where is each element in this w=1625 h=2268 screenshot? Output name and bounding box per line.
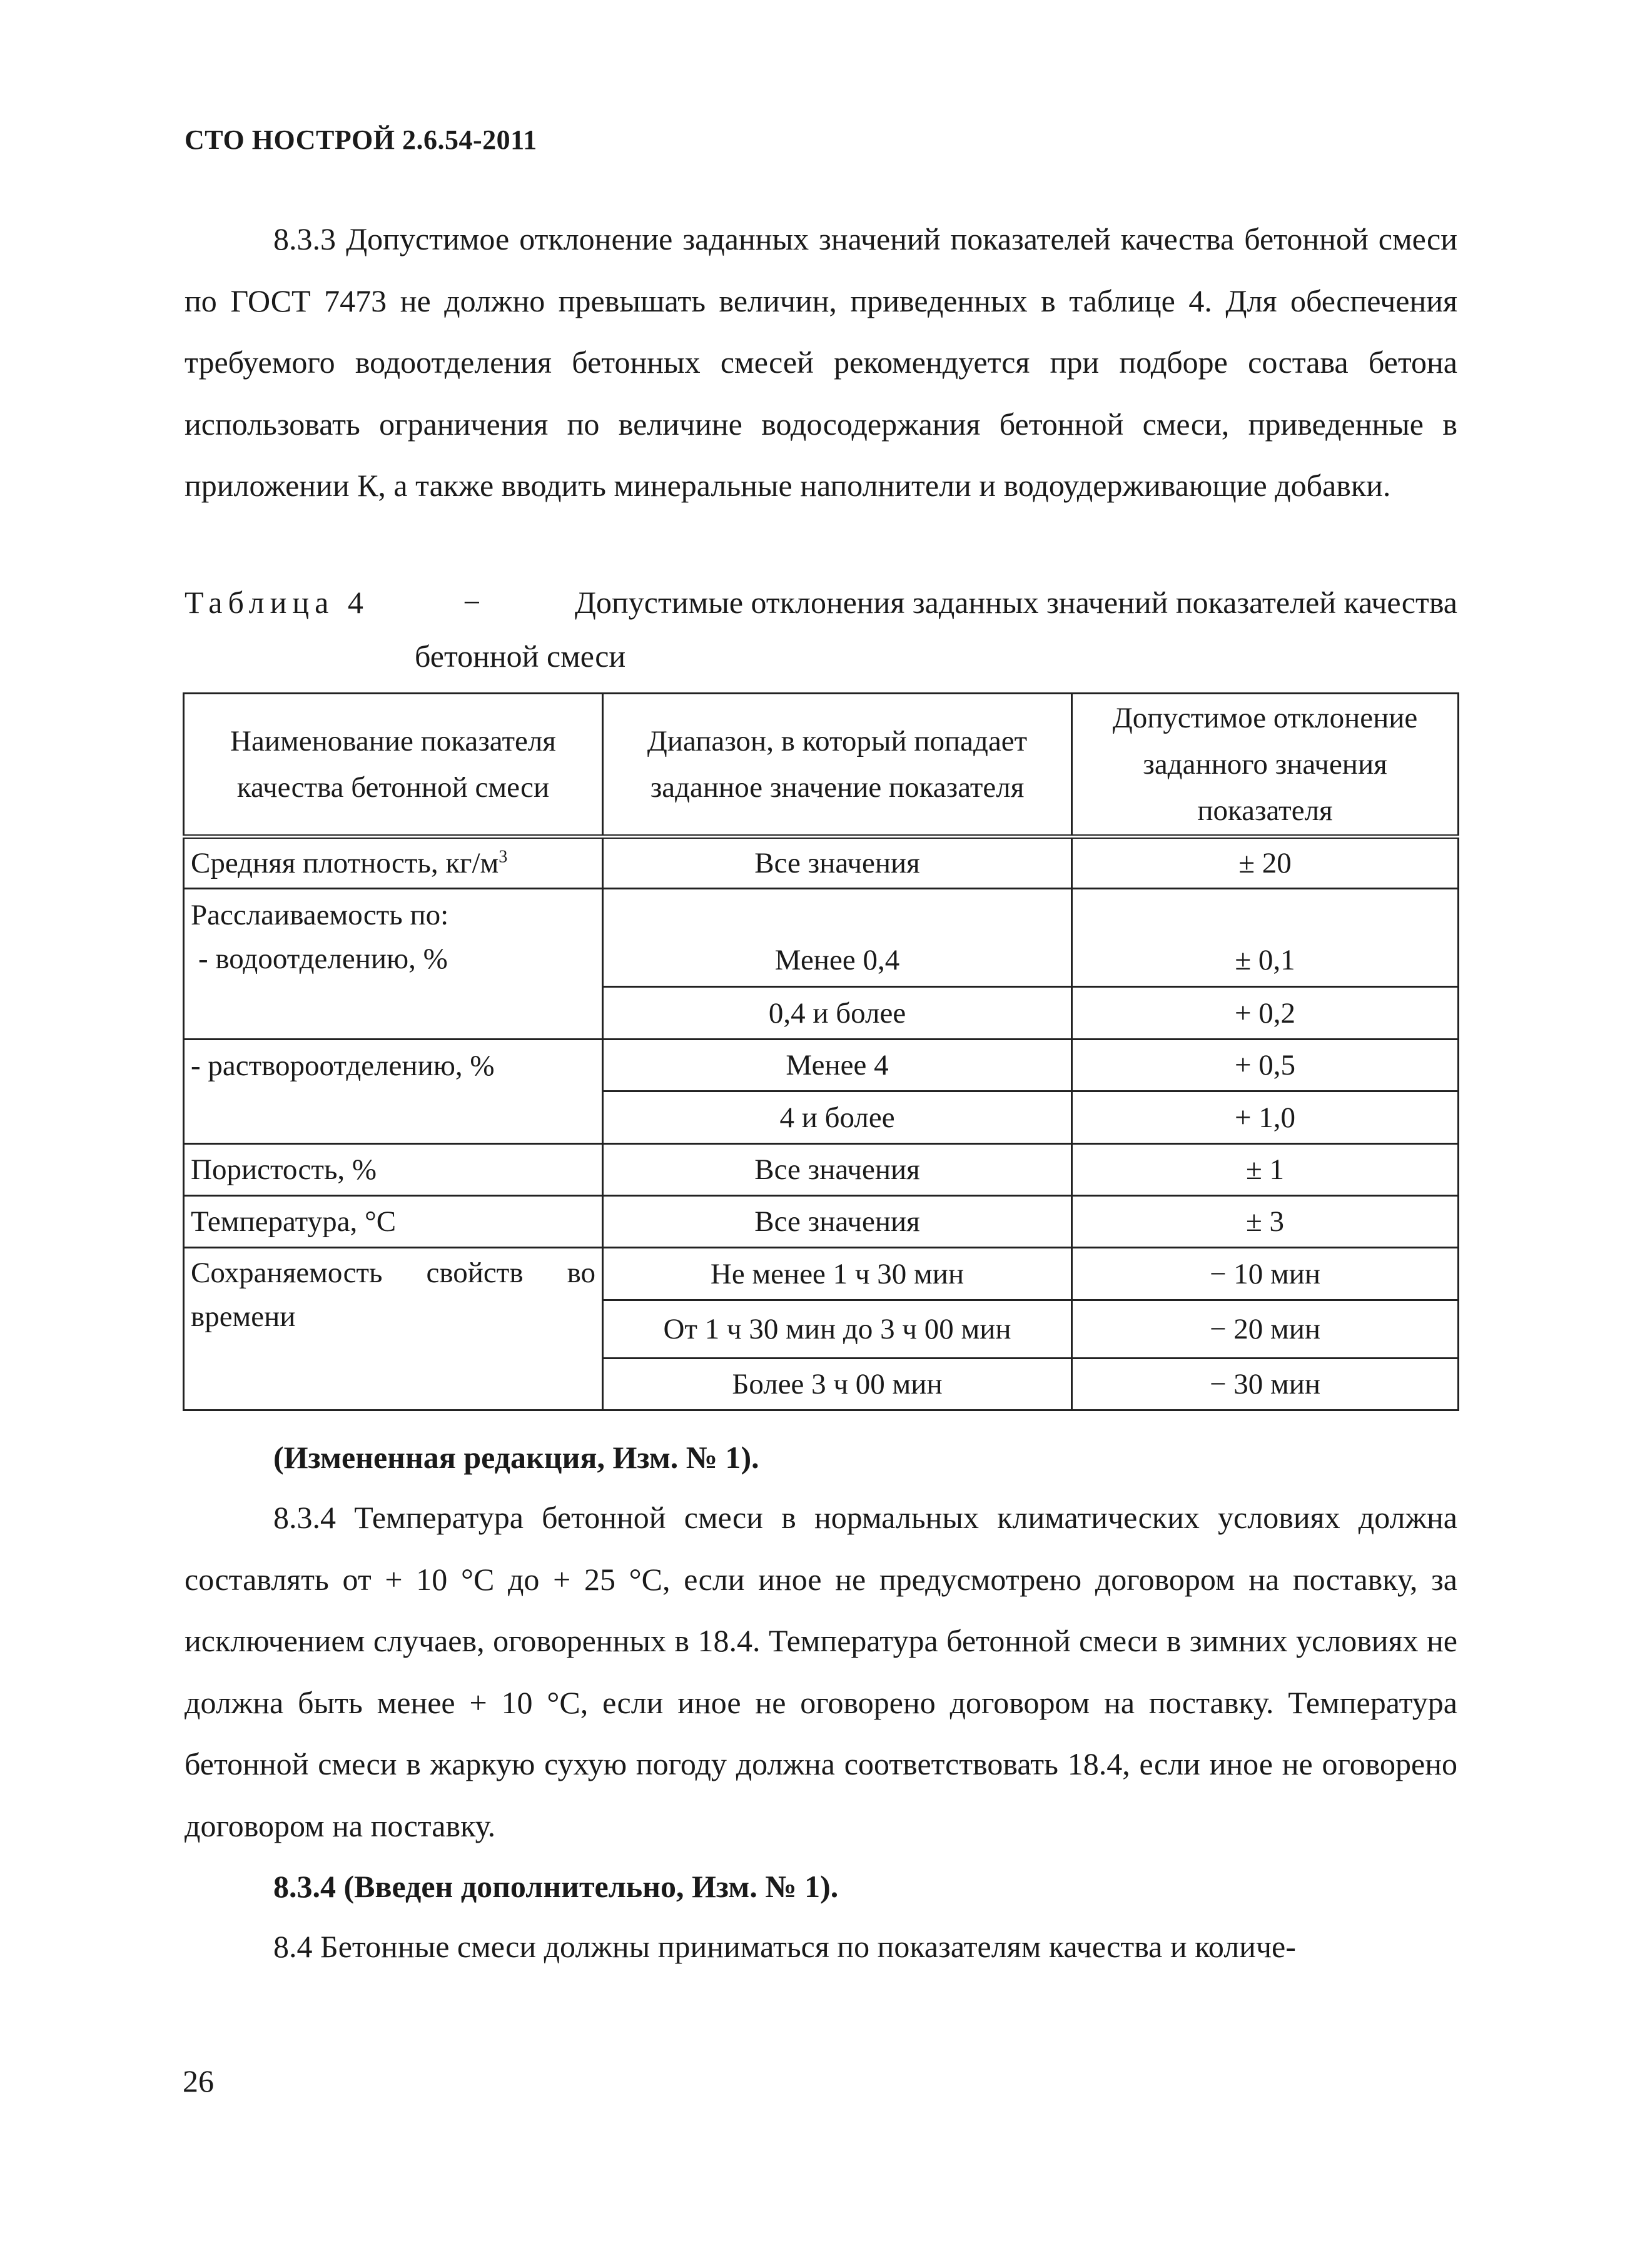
row-porosity-range: Все значения — [603, 1144, 1072, 1196]
row-retention-deviation-2: − 20 мин — [1072, 1300, 1459, 1359]
row-density-name: Средняя плотность, $кг/м^3$ — [184, 837, 603, 889]
table-caption-label: Таблица 4 — [185, 585, 369, 620]
table-caption-text: Допустимые отклонения заданных значений показателей качества — [574, 585, 1457, 620]
row-water-separation-name: Расслаиваемость по: - водоотделению, % — [184, 889, 603, 1040]
paragraph-8-3-3: 8.3.3 Допустимое отклонение заданных значений показателей качества бетонной смеси по ГОСТ 7473 не должно превышать величин, приведенных в таблице 4. Для обеспечения требуемого водоотделения бетонных смесей рекомендуется при подборе состава бетона использовать ограничения по величине водосодержания бетонной смеси, приведенные в приложении К, а также вводить минеральные наполнители и водоудерживающие добавки. — [185, 221, 1457, 503]
paragraph-8-4: 8.4 Бетонные смеси должны приниматься по показателям качества и количе- — [273, 1929, 1296, 1964]
table-caption — [185, 575, 1457, 683]
header-indicator: Наименование показателя качества бетонной смеси — [184, 694, 603, 837]
row-mortar-separation-name: - раствороотделению, % — [184, 1040, 603, 1144]
row-water-deviation-2: + 0,2 — [1072, 987, 1459, 1040]
row-temperature-deviation: ± 3 — [1072, 1196, 1459, 1248]
row-retention-range-2: От 1 ч 30 мин до 3 ч 00 мин — [603, 1300, 1072, 1359]
page-number: 26 — [183, 2063, 214, 2098]
header-range: Диапазон, в который попадает заданное значение показателя — [603, 694, 1072, 837]
row-water-deviation-1: ± 0,1 — [1072, 889, 1459, 987]
row-temperature-range: Все значения — [603, 1196, 1072, 1248]
row-retention-range-3: Более 3 ч 00 мин — [603, 1359, 1072, 1410]
row-retention-deviation-1: − 10 мин — [1072, 1248, 1459, 1300]
row-density-deviation: ± 20 — [1072, 837, 1459, 889]
row-porosity-deviation: ± 1 — [1072, 1144, 1459, 1196]
row-water-range-1: Менее 0,4 — [603, 889, 1072, 987]
row-mortar-range-2: 4 и более — [603, 1091, 1072, 1144]
row-mortar-deviation-1: + 0,5 — [1072, 1040, 1459, 1091]
paragraph-8-3-4: 8.3.4 Температура бетонной смеси в нормальных климатических условиях должна составлять от + 10 °С до + 25 °С, если иное не предусмотрено договором на поставку, за исключением случаев, оговоренных в 18.4. Температура бетонной смеси в зимних условиях не должна быть менее + 10 °С, если иное не оговорено договором на поставку. Температура бетонной смеси в жаркую сухую погоду должна соответствовать 18.4, если иное не оговорено договором на поставку. — [185, 1500, 1457, 1843]
table-header-row — [184, 694, 1459, 837]
introduced-note: 8.3.4 (Введен дополнительно, Изм. № 1). — [273, 1869, 839, 1904]
table-row — [184, 1248, 1459, 1300]
header-deviation: Допустимое отклонение заданного значения показателя — [1072, 694, 1459, 837]
row-temperature-name: Температура, °С — [184, 1196, 603, 1248]
table-row — [184, 1196, 1459, 1248]
row-retention-name: Сохраняемость свойств во времени — [184, 1248, 603, 1410]
table-caption-text-continued: бетонной смеси — [415, 639, 626, 674]
tolerance-table — [183, 692, 1459, 1411]
row-water-range-2: 0,4 и более — [603, 987, 1072, 1040]
row-porosity-name: Пористость, % — [184, 1144, 603, 1196]
table-caption-dash: − — [463, 585, 481, 620]
table-row — [184, 1144, 1459, 1196]
row-density-range: Все значения — [603, 837, 1072, 889]
table-row — [184, 889, 1459, 987]
document-header: СТО НОСТРОЙ 2.6.54-2011 — [185, 124, 537, 155]
row-retention-deviation-3: − 30 мин — [1072, 1359, 1459, 1410]
row-mortar-range-1: Менее 4 — [603, 1040, 1072, 1091]
row-retention-range-1: Не менее 1 ч 30 мин — [603, 1248, 1072, 1300]
table-row — [184, 837, 1459, 889]
row-mortar-deviation-2: + 1,0 — [1072, 1091, 1459, 1144]
table-row — [184, 1040, 1459, 1091]
amended-edition-note: (Измененная редакция, Изм. № 1). — [273, 1440, 759, 1475]
